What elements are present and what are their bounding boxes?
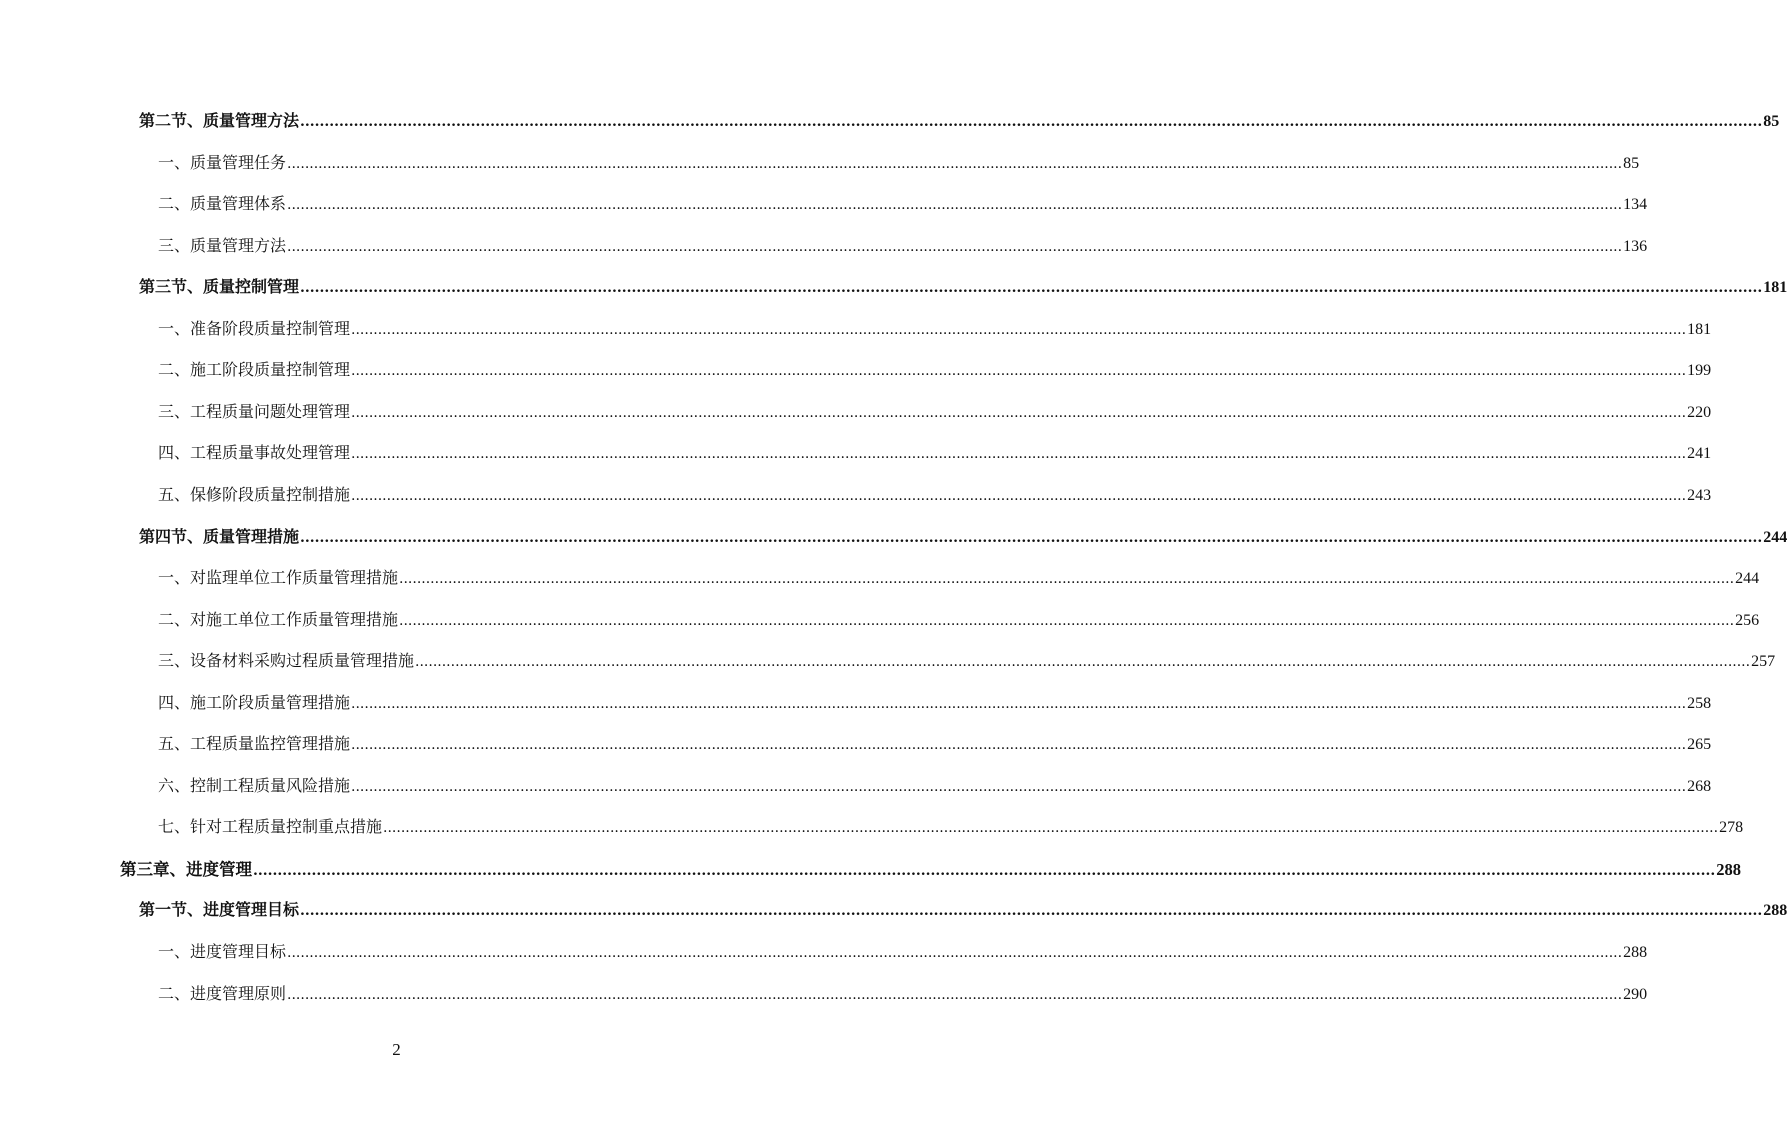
- toc-entry[interactable]: [158, 482, 1712, 505]
- toc-entry-page: 257: [1751, 653, 1776, 670]
- toc-entry-page: 265: [1687, 736, 1712, 753]
- toc-entry-page: 288: [1623, 944, 1648, 961]
- dot-leader: ............................................................................................................................................................................................................................................................................................................: [300, 114, 1763, 130]
- dot-leader: ............................................................................................................................................................................................................................................................................................................: [415, 654, 1751, 670]
- toc-entry[interactable]: [158, 440, 1712, 463]
- dot-leader: ............................................................................................................................................................................................................................................................................................................: [351, 488, 1687, 504]
- dot-leader: ............................................................................................................................................................................................................................................................................................................: [287, 197, 1623, 213]
- toc-entry[interactable]: [158, 939, 1648, 962]
- dot-leader: ............................................................................................................................................................................................................................................................................................................: [351, 405, 1687, 421]
- toc-entry-page: 244: [1735, 570, 1760, 587]
- toc-entry-title: 五、保修阶段质量控制措施: [158, 485, 351, 504]
- toc-entry-title: 第一节、进度管理目标: [139, 900, 300, 919]
- toc-entry[interactable]: [158, 565, 1760, 588]
- toc-entry[interactable]: [139, 524, 1787, 547]
- toc-entry-title: 五、工程质量监控管理措施: [158, 734, 351, 753]
- toc-entry-page: 256: [1735, 612, 1760, 629]
- dot-leader: ............................................................................................................................................................................................................................................................................................................: [351, 737, 1687, 753]
- toc-entry[interactable]: [158, 399, 1712, 422]
- toc-entry-page: 136: [1623, 238, 1648, 255]
- toc-entry[interactable]: [158, 814, 1744, 837]
- toc-entry[interactable]: [158, 191, 1648, 214]
- page-number: 2: [392, 1040, 401, 1059]
- dot-leader: ............................................................................................................................................................................................................................................................................................................: [287, 156, 1623, 172]
- toc-entry[interactable]: [120, 856, 1741, 880]
- toc-entry-title: 七、针对工程质量控制重点措施: [158, 817, 383, 836]
- dot-leader: ............................................................................................................................................................................................................................................................................................................: [253, 863, 1716, 879]
- dot-leader: ............................................................................................................................................................................................................................................................................................................: [300, 903, 1763, 919]
- dot-leader: ............................................................................................................................................................................................................................................................................................................: [351, 446, 1687, 462]
- toc-entry-title: 一、质量管理任务: [158, 153, 287, 172]
- toc-entry[interactable]: [158, 150, 1640, 173]
- dot-leader: ............................................................................................................................................................................................................................................................................................................: [399, 571, 1735, 587]
- toc-entry-title: 三、设备材料采购过程质量管理措施: [158, 651, 415, 670]
- toc-entry-title: 一、进度管理目标: [158, 942, 287, 961]
- toc-entry-title: 第三章、进度管理: [120, 860, 252, 879]
- toc-entry[interactable]: [158, 607, 1760, 630]
- dot-leader: ............................................................................................................................................................................................................................................................................................................: [351, 322, 1687, 338]
- toc-entry-page: 288: [1716, 860, 1741, 879]
- dot-leader: ............................................................................................................................................................................................................................................................................................................: [351, 779, 1687, 795]
- dot-leader: ............................................................................................................................................................................................................................................................................................................: [300, 280, 1763, 296]
- toc-entry-title: 三、工程质量问题处理管理: [158, 402, 351, 421]
- toc-entry-page: 243: [1687, 487, 1712, 504]
- dot-leader: ............................................................................................................................................................................................................................................................................................................: [287, 945, 1623, 961]
- toc-entry-title: 二、对施工单位工作质量管理措施: [158, 610, 399, 629]
- dot-leader: ............................................................................................................................................................................................................................................................................................................: [351, 363, 1687, 379]
- toc-entry-page: 134: [1623, 196, 1648, 213]
- toc-entry-page: 85: [1763, 113, 1780, 130]
- toc-entry[interactable]: [158, 981, 1648, 1004]
- toc-entry-page: 258: [1687, 695, 1712, 712]
- dot-leader: ............................................................................................................................................................................................................................................................................................................: [351, 696, 1687, 712]
- toc-entry[interactable]: [158, 648, 1776, 671]
- dot-leader: ............................................................................................................................................................................................................................................................................................................: [399, 613, 1735, 629]
- toc-entry-page: 290: [1623, 986, 1648, 1003]
- toc-entry[interactable]: [158, 316, 1712, 339]
- toc-entry-page: 244: [1763, 529, 1787, 546]
- dot-leader: ............................................................................................................................................................................................................................................................................................................: [287, 987, 1623, 1003]
- toc-entry-page: 199: [1687, 362, 1712, 379]
- toc-entry-title: 三、质量管理方法: [158, 236, 287, 255]
- toc-entry-title: 二、进度管理原则: [158, 984, 287, 1003]
- toc-entry-page: 220: [1687, 404, 1712, 421]
- toc-entry-title: 第二节、质量管理方法: [139, 111, 300, 130]
- dot-leader: ............................................................................................................................................................................................................................................................................................................: [383, 820, 1719, 836]
- toc-entry-page: 241: [1687, 445, 1712, 462]
- toc-entry-title: 二、施工阶段质量控制管理: [158, 360, 351, 379]
- toc-entry-title: 一、准备阶段质量控制管理: [158, 319, 351, 338]
- toc-entry-title: 第四节、质量管理措施: [139, 527, 300, 546]
- toc-entry[interactable]: [158, 731, 1712, 754]
- toc-entry[interactable]: [139, 897, 1787, 920]
- toc-entry[interactable]: [139, 274, 1787, 297]
- toc-entry-title: 二、质量管理体系: [158, 194, 287, 213]
- toc-entry-page: 181: [1687, 321, 1712, 338]
- dot-leader: ............................................................................................................................................................................................................................................................................................................: [300, 530, 1763, 546]
- toc-entry[interactable]: [158, 690, 1712, 713]
- toc-entry[interactable]: [158, 233, 1648, 256]
- dot-leader: ............................................................................................................................................................................................................................................................................................................: [287, 239, 1623, 255]
- toc-entry[interactable]: [158, 773, 1712, 796]
- toc-entry-page: 85: [1623, 155, 1640, 172]
- toc-entry-title: 四、施工阶段质量管理措施: [158, 693, 351, 712]
- toc-entry-page: 181: [1763, 279, 1787, 296]
- toc-entry-page: 288: [1763, 902, 1787, 919]
- toc-entry-page: 278: [1719, 819, 1744, 836]
- toc-entry-title: 第三节、质量控制管理: [139, 277, 300, 296]
- toc-entry[interactable]: [158, 357, 1712, 380]
- toc-entry-title: 四、工程质量事故处理管理: [158, 443, 351, 462]
- toc-entry-title: 六、控制工程质量风险措施: [158, 776, 351, 795]
- toc-entry[interactable]: [139, 108, 1780, 131]
- toc-entry-page: 268: [1687, 778, 1712, 795]
- toc-entry-title: 一、对监理单位工作质量管理措施: [158, 568, 399, 587]
